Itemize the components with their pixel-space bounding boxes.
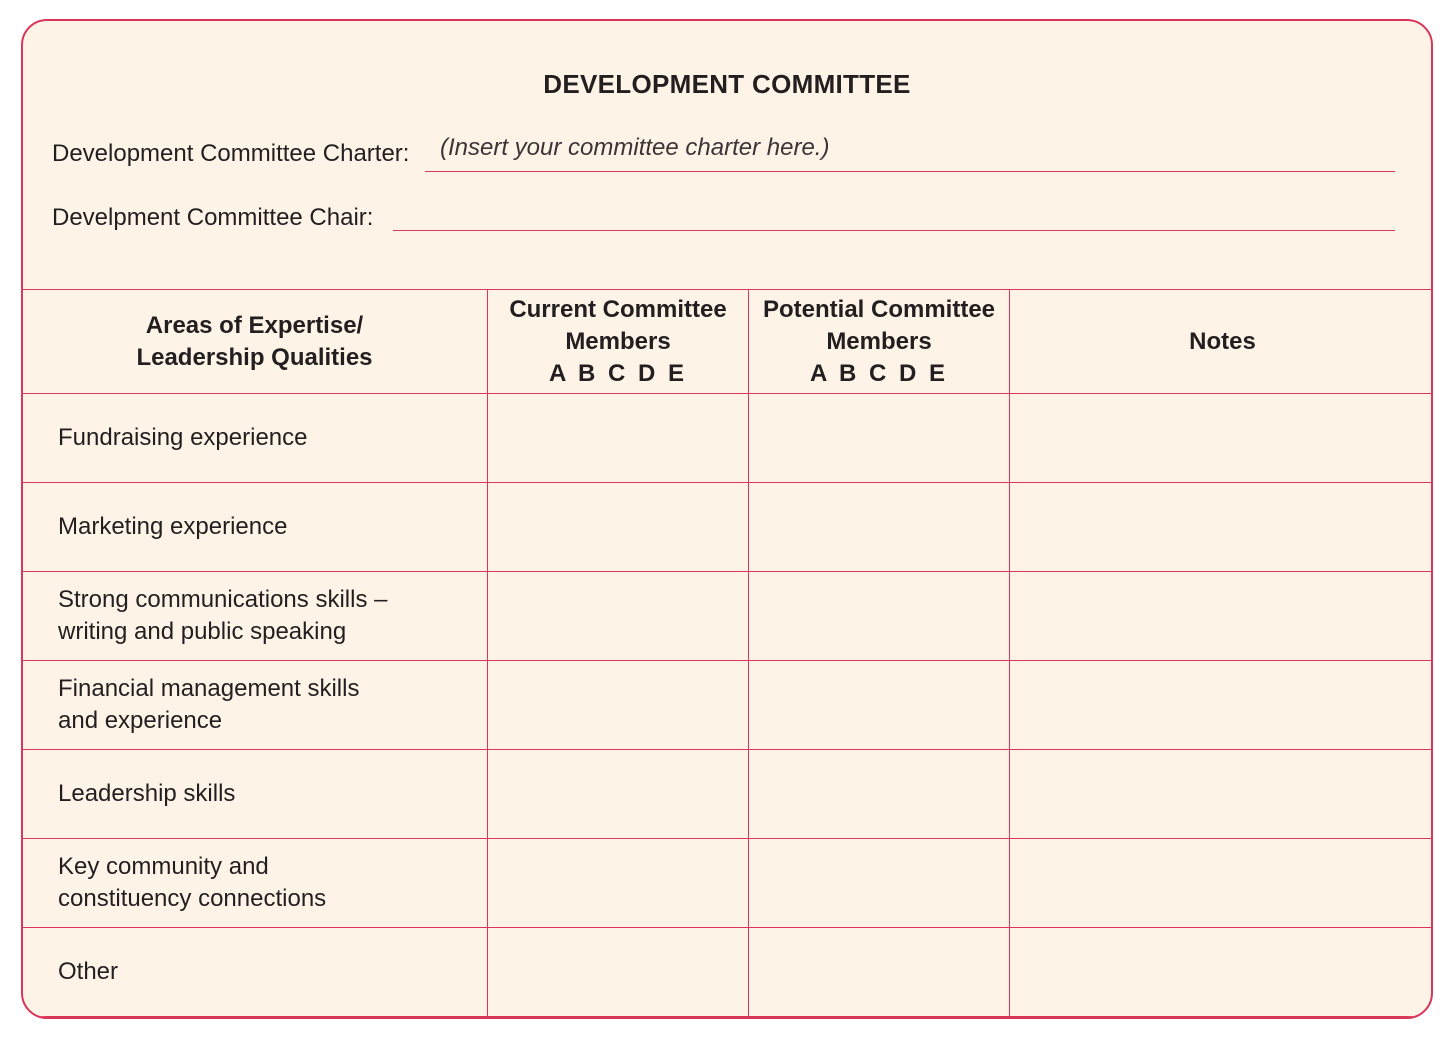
potential-members-cell[interactable] [749,572,1010,661]
header-current-line1: Current Committee [509,295,727,323]
area-cell [22,750,488,839]
area-label-line1: Key community and [58,853,269,880]
potential-members-cell[interactable] [749,661,1010,750]
potential-members-cell[interactable] [749,483,1010,572]
area-label-line2: and experience [58,707,223,734]
potential-members-cell[interactable] [749,394,1010,483]
potential-members-cell[interactable] [749,928,1010,1017]
area-cell [22,572,488,661]
table-row [22,661,1434,750]
header-current-members [488,290,749,394]
header-notes [1010,290,1434,394]
current-members-cell[interactable] [488,483,749,572]
header-potential-letters: A B C D E [809,359,949,387]
area-cell [22,928,488,1017]
current-members-cell[interactable] [488,661,749,750]
current-members-cell[interactable] [488,839,749,928]
header-notes-label: Notes [1189,327,1256,355]
notes-cell[interactable] [1010,572,1434,661]
header-potential-members [749,290,1010,394]
header-potential-line1: Potential Committee [762,295,996,323]
current-members-cell[interactable] [488,928,749,1017]
area-label-line1: Financial management skills [58,675,360,702]
chair-label: Develpment Committee Chair: [52,204,374,231]
table-row [22,750,1434,839]
area-label-line1: Fundraising experience [58,424,308,451]
notes-cell[interactable] [1010,839,1434,928]
area-label-line1: Leadership skills [58,780,236,807]
table-header-row [22,290,1434,394]
header-current-letters: A B C D E [548,359,688,387]
table-row [22,839,1434,928]
header-areas-line1: Areas of Expertise/ [145,311,364,339]
header-areas-line2: Leadership Qualities [136,343,373,371]
charter-placeholder[interactable]: (Insert your committee charter here.) [440,134,830,161]
table-row [22,394,1434,483]
header-areas [22,290,488,394]
potential-members-cell[interactable] [749,750,1010,839]
table-row [22,483,1434,572]
notes-cell[interactable] [1010,483,1434,572]
area-cell [22,839,488,928]
chair-input-line[interactable] [393,230,1395,231]
table-row [22,572,1434,661]
notes-cell[interactable] [1010,394,1434,483]
area-label-line1: Marketing experience [58,513,288,540]
header-current-line2: Members [565,327,671,355]
area-label-line2: constituency connections [58,885,327,912]
current-members-cell[interactable] [488,572,749,661]
notes-cell[interactable] [1010,750,1434,839]
area-label-line2: writing and public speaking [58,618,347,645]
area-cell [22,394,488,483]
area-label-line1: Strong communications skills – [58,586,388,613]
charter-input-line[interactable] [425,171,1395,172]
table-row [22,928,1434,1017]
notes-cell[interactable] [1010,928,1434,1017]
area-cell [22,483,488,572]
charter-label: Development Committee Charter: [52,140,410,167]
current-members-cell[interactable] [488,750,749,839]
current-members-cell[interactable] [488,394,749,483]
potential-members-cell[interactable] [749,839,1010,928]
header-potential-line2: Members [826,327,932,355]
expertise-table [21,289,1433,1017]
form-title: DEVELOPMENT COMMITTEE [543,69,911,99]
area-cell [22,661,488,750]
area-label-line1: Other [58,958,119,985]
development-committee-form [21,19,1433,1019]
notes-cell[interactable] [1010,661,1434,750]
